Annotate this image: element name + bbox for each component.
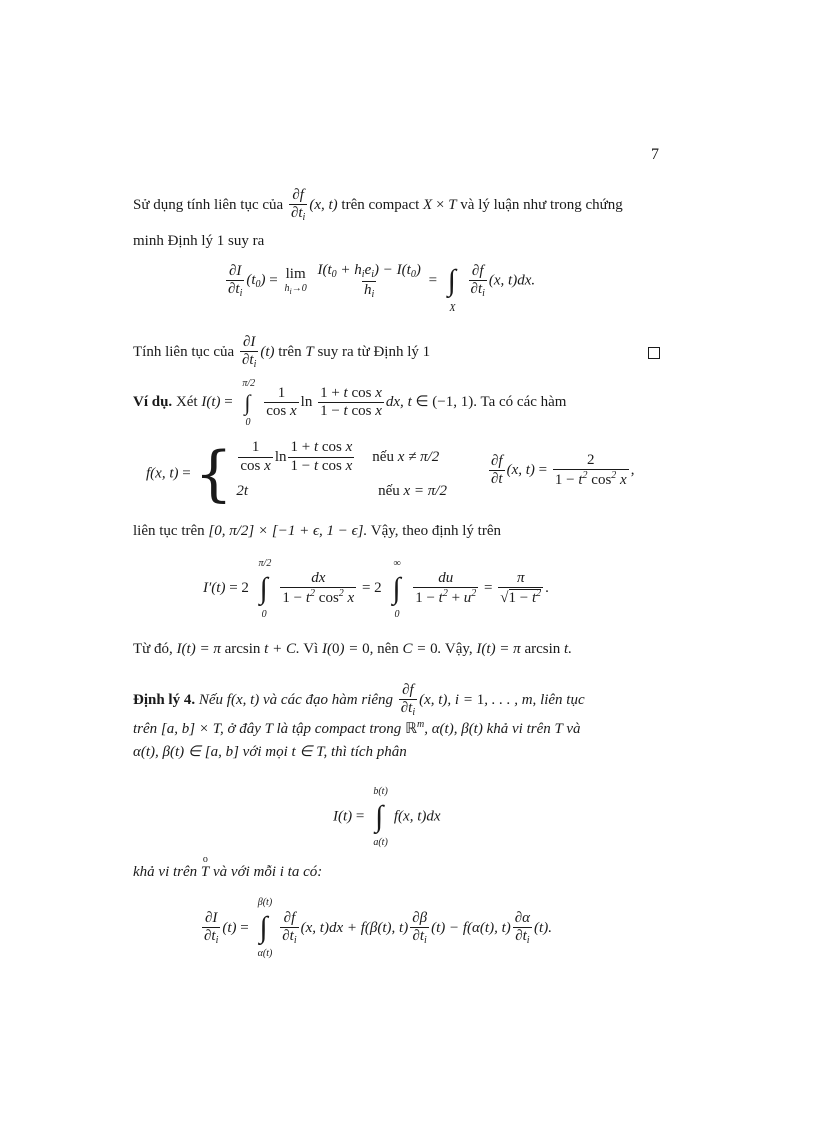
text-span: thì tích phân bbox=[330, 744, 407, 760]
fraction: $\frac{\partial f}{\partial t_i}$ bbox=[290, 187, 306, 224]
text-span: Vì bbox=[303, 641, 319, 657]
equation-piecewise: f(x, t) = { 1 cos x ln 1 + t cos x 1 − t cos x nếu x ≠ π/2 2t nếu x = π/2 bbox=[146, 439, 447, 509]
text-span: Xét bbox=[175, 394, 198, 411]
equation-integral: I(t) = ∫ b(t) a(t) f(x, t)dx bbox=[333, 786, 441, 848]
paragraph-line-2: minh Định lý 1 suy ra bbox=[133, 233, 265, 249]
text-span: trên bbox=[133, 721, 158, 737]
paragraph-line-5: Từ đó, I(t) = π arcsin t + C. Vì I(0) = 0, nên C = 0. Vậy, I(t) = π arcsin t. bbox=[133, 641, 572, 657]
theorem-line-1: Định lý 4. Nếu f(x, t) và các đạo hàm riêng $\frac{\partial f}{\partial t_i}$ (x, t), i = 1, . . . , m, liên tục bbox=[133, 682, 585, 719]
text-span: nên bbox=[377, 641, 399, 657]
equation-partial-f: $\frac{\partial f}{\partial t}$ (x, t) = $\frac{2}{1 - t^2 \cos^2 x}$ , bbox=[491, 452, 635, 489]
text-span: Nếu bbox=[198, 691, 224, 708]
text-span: Vậy, theo định lý trên bbox=[370, 523, 501, 539]
example-label: Ví dụ. bbox=[133, 394, 173, 411]
equation-derivative: I′(t) = 2 ∫ π/2 0 $\frac{dx}{1 - t^2 \cos^2 x}$ = 2 ∫ ∞ 0 $\frac{du}{1 - t^2 + u^2}$ = $\frac{\pi}{√1 - t^2}$ . bbox=[203, 557, 549, 620]
text-span: và các đạo hàm riêng bbox=[263, 691, 393, 708]
text-span: trên bbox=[278, 343, 302, 360]
text-span: khả vi trên bbox=[133, 864, 198, 880]
text-span: ở đây bbox=[227, 721, 261, 737]
text-span: là tập compact trong bbox=[276, 721, 402, 737]
paragraph-line-6: khả vi trên o T và với mỗi i ta có: bbox=[133, 864, 322, 881]
paragraph-line-4: liên tục trên [0, π/2] × [−1 + ϵ, 1 − ϵ]. Vậy, theo định lý trên bbox=[133, 523, 501, 539]
qed-symbol bbox=[648, 347, 660, 359]
text-span: và với mỗi i ta có: bbox=[213, 864, 323, 880]
theorem-line-2: trên [a, b] × T, ở đây T là tập compact trong ℝ$^m$, α(t), β(t) khả vi trên T và bbox=[133, 719, 581, 737]
text-span: liên tục trên bbox=[133, 523, 205, 539]
text-span: với mọi bbox=[242, 744, 288, 760]
text-span: trên compact bbox=[341, 196, 420, 213]
text-span: nếu bbox=[378, 482, 400, 499]
text-span: Sử dụng tính liên tục của bbox=[133, 196, 284, 213]
text-span: liên tục bbox=[540, 691, 585, 708]
text-span: và bbox=[566, 721, 581, 737]
text-span: Từ đó, bbox=[133, 641, 173, 657]
equation-leibniz: $\frac{\partial I}{\partial t_i}$ (t) = ∫ β(t) α(t) $\frac{\partial f}{\partial t_i}$ (x, t)dx + f(β(t), t) $\frac{\partial\beta}{\partial t_i}$ (t) − f(α(t), t) $\frac{\partial\alpha}{\partial t_i}$ (t). bbox=[204, 897, 552, 960]
paragraph-line-1: Sử dụng tính liên tục của $\frac{\partial f}{\partial t_i}$ (x, t) trên compact X × T và lý luận như trong chứng bbox=[133, 187, 623, 224]
text-span: suy ra từ Định lý 1 bbox=[317, 343, 431, 360]
example-line: Ví dụ. Xét I(t) = ∫ π/2 0 $\frac{1}{\text{cos x}}$ ln $\frac{\text{1 + t cos x}}{\text{1 − t cos x}}$ dx, t ∈ (−1, 1). Ta có các hàm bbox=[133, 377, 567, 428]
paragraph-line-3: Tính liên tục của $\frac{\partial I}{\partial t_i}$ (t) trên T suy ra từ Định lý 1 bbox=[133, 334, 431, 371]
theorem-label: Định lý 4. bbox=[133, 691, 196, 708]
text-span: khả vi trên bbox=[486, 721, 551, 737]
page-number: 7 bbox=[651, 146, 659, 163]
text-span: Tính liên tục của bbox=[133, 343, 235, 360]
text-span: nếu bbox=[372, 448, 394, 465]
equation-limit: $\frac{\partial I}{\partial t_i}$ $(t_0)$ = lim $h_i\to 0$ $I(t_0 + h_ie_i) - I(t_0)$ $h_i$ = ∫ X $\frac{\partial f}{\partial t_i}$ (x, t)dx. bbox=[228, 262, 536, 314]
text-span: và lý luận như trong chứng bbox=[460, 196, 623, 213]
text-span: Vậy, bbox=[444, 641, 473, 657]
text-span: Ta có các hàm bbox=[480, 394, 567, 411]
theorem-line-3: α(t), β(t) ∈ [a, b] với mọi t ∈ T, thì tích phân bbox=[133, 744, 407, 760]
